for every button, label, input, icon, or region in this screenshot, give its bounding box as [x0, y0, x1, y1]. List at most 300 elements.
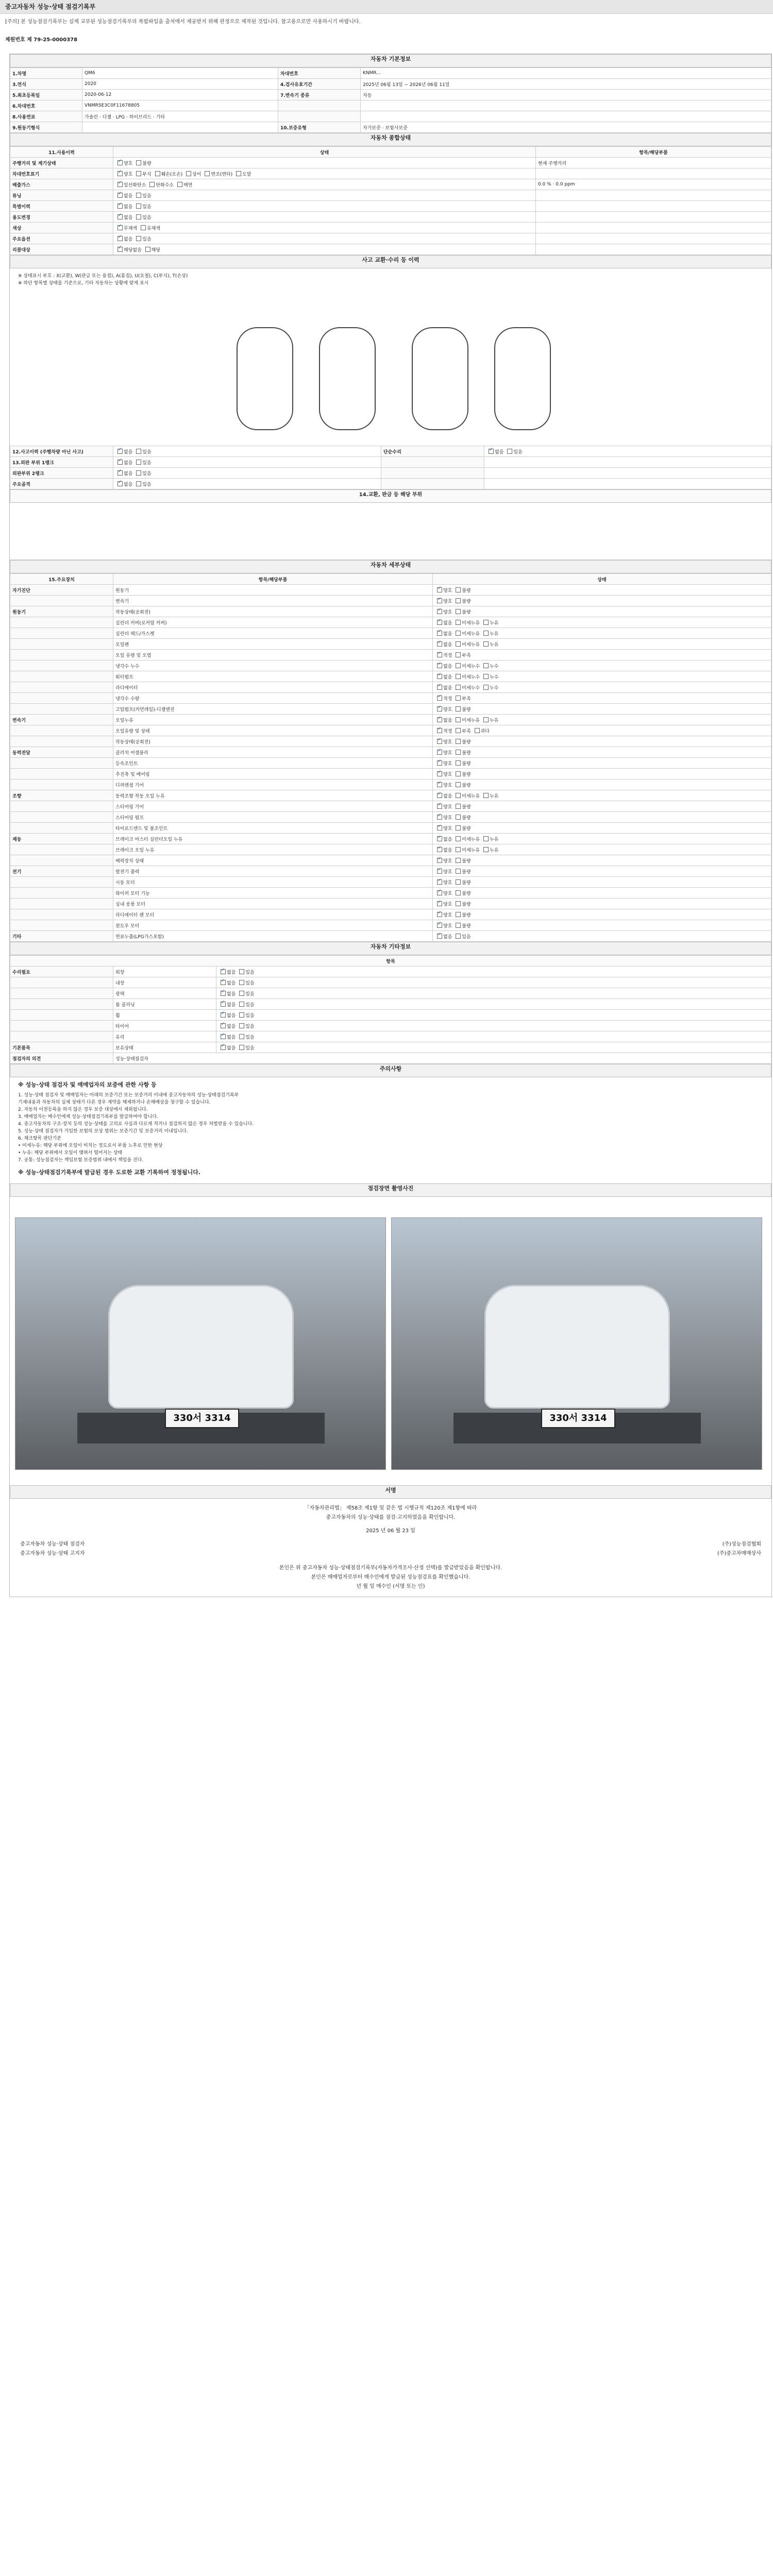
checkbox[interactable]: [221, 1045, 226, 1050]
detail-group: [10, 801, 113, 812]
basic-label-2: 7.변속기 종류: [278, 90, 361, 100]
accident-row: [10, 446, 771, 457]
detail-item: 스티어링 기어: [113, 801, 433, 812]
accident-value-2: [484, 446, 771, 457]
checkbox[interactable]: [475, 728, 480, 733]
detail-group: 제동: [10, 834, 113, 844]
checkbox[interactable]: [437, 631, 442, 636]
checkbox[interactable]: [483, 674, 489, 679]
checkbox[interactable]: [456, 934, 461, 939]
detail-item: 연료누출(LPG가스포함): [113, 931, 433, 942]
basic-row: [10, 122, 771, 133]
detail-state: [433, 909, 771, 920]
checkbox[interactable]: [136, 204, 141, 209]
option-label: 없음: [227, 980, 238, 986]
overall-row: [10, 158, 771, 168]
checkbox[interactable]: [239, 1012, 244, 1018]
checkbox[interactable]: [155, 171, 160, 176]
option-label: 불량: [462, 599, 471, 604]
detail-group: [10, 704, 113, 715]
overall-state: [113, 233, 536, 244]
basic-row: [10, 68, 771, 79]
checkbox[interactable]: [437, 685, 442, 690]
overall-state: [113, 179, 536, 190]
overall-row: [10, 179, 771, 190]
checkbox[interactable]: [456, 771, 461, 776]
basic-value: 가솔린 · 디젤 · LPG · 하이브리드 · 기타: [82, 111, 278, 122]
checkbox[interactable]: [456, 706, 461, 711]
detail-item: 냉각수 누수: [113, 660, 433, 671]
checkbox[interactable]: [456, 825, 461, 831]
checkbox[interactable]: [136, 193, 141, 198]
checkbox[interactable]: [456, 804, 461, 809]
detail-group: [10, 823, 113, 834]
checkbox[interactable]: [177, 182, 182, 187]
option-label: 적정: [443, 728, 454, 734]
checkbox[interactable]: [456, 836, 461, 841]
checkbox[interactable]: [145, 247, 150, 252]
checkbox[interactable]: [437, 739, 442, 744]
checkbox[interactable]: [437, 793, 442, 798]
checkbox[interactable]: [205, 171, 210, 176]
option-label: 없음: [227, 1002, 238, 1008]
overall-state: [113, 201, 536, 212]
detail-group: [10, 758, 113, 769]
checkbox[interactable]: [437, 620, 442, 625]
option-label: 없음: [124, 236, 135, 242]
checkbox[interactable]: [456, 696, 461, 701]
option-label: 양호: [443, 858, 454, 864]
checkbox[interactable]: [437, 912, 442, 917]
etc-row: [10, 977, 771, 988]
car-front-shape: [108, 1285, 294, 1409]
detail-group: [10, 693, 113, 704]
checkbox[interactable]: [239, 969, 244, 974]
option-label: 없음: [124, 471, 135, 477]
accident-value: [113, 457, 381, 468]
option-label: 무채색: [124, 226, 139, 231]
checkbox[interactable]: [117, 236, 123, 241]
caution-line: • 누유: 해당 부위에서 오일이 맺혀서 떨어지는 상태: [18, 1150, 123, 1156]
caution-line: 7. 공통: 성능점검자는 책임보험 보증범위 내에서 책임을 진다.: [18, 1158, 144, 1163]
checkbox[interactable]: [489, 449, 494, 454]
caution-line: • 미세누유: 해당 부위에 오일이 비치는 정도로서 부품 노후로 인한 현상: [18, 1143, 163, 1148]
etc-state: [216, 967, 771, 977]
checkbox[interactable]: [149, 182, 155, 187]
option-label: 누수: [489, 685, 499, 691]
option-label: 있음: [142, 449, 152, 455]
checkbox[interactable]: [483, 620, 489, 625]
option-label: 양호: [443, 761, 454, 767]
detail-state: [433, 704, 771, 715]
checkbox[interactable]: [456, 609, 461, 614]
etc-item: 룸 클리닝: [113, 999, 216, 1010]
car-diagram: [10, 291, 771, 446]
checkbox[interactable]: [507, 449, 512, 454]
checkbox[interactable]: [437, 771, 442, 776]
option-label: 없음: [124, 215, 135, 221]
option-label: 양호: [443, 739, 454, 745]
checkbox[interactable]: [456, 760, 461, 766]
checkbox[interactable]: [437, 696, 442, 701]
etc-row: [10, 967, 771, 977]
detail-item: 클러치 어셈블리: [113, 747, 433, 758]
option-label: 부족: [462, 653, 471, 658]
etc-state: [216, 977, 771, 988]
checkbox[interactable]: [456, 912, 461, 917]
detail-state: [433, 801, 771, 812]
checkbox[interactable]: [117, 247, 123, 252]
checkbox[interactable]: [456, 890, 461, 895]
car-top-view: [319, 327, 376, 430]
detail-item: 오일누유: [113, 715, 433, 725]
detail-item: 윈도우 모터: [113, 920, 433, 931]
receipt-line-2: 본인은 매매업자로부터 매수인에게 발급된 성능점검표를 확인했습니다.: [311, 1574, 470, 1580]
overall-note: [536, 201, 771, 212]
detail-row: [10, 779, 771, 790]
checkbox[interactable]: [136, 449, 141, 454]
option-label: 유채색: [146, 226, 161, 231]
detail-state: [433, 877, 771, 888]
detail-group: 동력전달: [10, 747, 113, 758]
car-left-view: [237, 327, 293, 430]
checkbox[interactable]: [456, 598, 461, 603]
checkbox[interactable]: [437, 728, 442, 733]
caution-line: 기재내용과 자동차의 실제 상태가 다른 경우 계약을 해제하거나 손해배상을 청구할 수 있습니다.: [18, 1100, 211, 1105]
option-label: 미세누유: [462, 793, 481, 799]
checkbox[interactable]: [456, 901, 461, 906]
checkbox[interactable]: [117, 171, 123, 176]
checkbox[interactable]: [483, 641, 489, 647]
basic-row: [10, 90, 771, 100]
checkbox[interactable]: [483, 717, 489, 722]
option-label: 불량: [462, 739, 471, 745]
inspector-org: (주)성능점검협회: [722, 1541, 761, 1547]
detail-state: [433, 628, 771, 639]
option-label: 적정: [443, 696, 454, 702]
option-label: 누유: [489, 848, 499, 853]
buyer-sign: 년 월 일 매수인 (서명 또는 인): [356, 1584, 425, 1589]
detail-row: [10, 834, 771, 844]
etc-row: [10, 1021, 771, 1031]
opinion-label: 점검자의 의견: [10, 1053, 113, 1064]
checkbox[interactable]: [437, 825, 442, 831]
checkbox[interactable]: [437, 760, 442, 766]
option-label: 불량: [462, 772, 471, 777]
option-label: 있음: [245, 1013, 255, 1019]
basic-value: 2020: [82, 79, 278, 90]
detail-item: 라디에이터: [113, 682, 433, 693]
basic-label-2: 차대번호: [278, 68, 361, 79]
detail-table: [10, 573, 771, 942]
option-label: 없음: [227, 1045, 238, 1051]
option-label: 있음: [245, 991, 255, 997]
car-rear-shape: [484, 1285, 670, 1409]
option-label: 변조(변타): [211, 172, 234, 177]
detail-item: 브레이크 오일 누유: [113, 844, 433, 855]
checkbox[interactable]: [437, 923, 442, 928]
basic-row: [10, 100, 771, 111]
checkbox[interactable]: [437, 815, 442, 820]
detail-state: [433, 823, 771, 834]
checkbox[interactable]: [456, 869, 461, 874]
section-signature: 서명: [10, 1485, 771, 1499]
option-label: 누유: [489, 620, 499, 626]
option-label: 있음: [142, 471, 152, 477]
checkbox[interactable]: [236, 171, 241, 176]
checkbox[interactable]: [437, 858, 442, 863]
checkbox[interactable]: [437, 587, 442, 592]
checkbox[interactable]: [221, 1034, 226, 1039]
option-label: 없음: [124, 460, 135, 466]
checkbox[interactable]: [437, 750, 442, 755]
checkbox[interactable]: [437, 706, 442, 711]
checkbox[interactable]: [456, 750, 461, 755]
checkbox[interactable]: [437, 836, 442, 841]
checkbox[interactable]: [136, 481, 141, 486]
checkbox[interactable]: [437, 598, 442, 603]
detail-item: 등속조인트: [113, 758, 433, 769]
option-label: 불량: [462, 750, 471, 756]
checkbox[interactable]: [221, 1012, 226, 1018]
checkbox[interactable]: [239, 1023, 244, 1028]
checkbox[interactable]: [117, 470, 123, 476]
checkbox[interactable]: [456, 793, 461, 798]
license-plate-rear: 330서 3314: [541, 1409, 615, 1428]
section-photos: 점검장면 촬영사진: [10, 1183, 771, 1197]
etc-item: 광택: [113, 988, 216, 999]
detail-group: [10, 650, 113, 660]
basic-label-2: 10.보증유형: [278, 122, 361, 133]
checkbox[interactable]: [437, 804, 442, 809]
checkbox[interactable]: [186, 171, 191, 176]
checkbox[interactable]: [221, 1002, 226, 1007]
basic-table: [10, 67, 771, 133]
detail-state: [433, 671, 771, 682]
checkbox[interactable]: [136, 160, 141, 165]
checkbox[interactable]: [117, 204, 123, 209]
overall-row: [10, 201, 771, 212]
option-label: 양호: [443, 707, 454, 713]
detail-item: 와이퍼 모터 기능: [113, 888, 433, 899]
option-label: 없음: [443, 620, 454, 626]
legend-subtext: ※ 하단 항목별 상태를 기준으로, 기타 자동차는 상황에 맞게 표시: [18, 281, 149, 286]
option-label: 불량: [462, 707, 471, 713]
checkbox[interactable]: [117, 214, 123, 219]
checkbox[interactable]: [437, 847, 442, 852]
etc-row: [10, 1031, 771, 1042]
checkbox[interactable]: [117, 193, 123, 198]
option-label: 누유: [489, 837, 499, 842]
etc-group: 수리필요: [10, 967, 113, 977]
checkbox[interactable]: [483, 793, 489, 798]
detail-row: [10, 682, 771, 693]
checkbox[interactable]: [239, 1045, 244, 1050]
checkbox[interactable]: [437, 869, 442, 874]
detail-item: 발전기 출력: [113, 866, 433, 877]
detail-row: [10, 725, 771, 736]
checkbox[interactable]: [239, 980, 244, 985]
detail-state: [433, 855, 771, 866]
checkbox[interactable]: [456, 652, 461, 657]
option-label: 양호: [443, 902, 454, 907]
checkbox[interactable]: [136, 460, 141, 465]
detail-row: [10, 812, 771, 823]
etc-item: 유리: [113, 1031, 216, 1042]
overall-state: [113, 212, 536, 223]
accident-value: [113, 468, 381, 479]
detail-group: 변속기: [10, 715, 113, 725]
checkbox[interactable]: [456, 782, 461, 787]
checkbox[interactable]: [437, 609, 442, 614]
basic-label-2: [278, 111, 361, 122]
checkbox[interactable]: [483, 631, 489, 636]
checkbox[interactable]: [456, 879, 461, 885]
etc-group: [10, 1021, 113, 1031]
option-label: 없음: [443, 837, 454, 842]
checkbox[interactable]: [239, 991, 244, 996]
etc-group: [10, 999, 113, 1010]
checkbox[interactable]: [437, 663, 442, 668]
option-label: 누유: [489, 793, 499, 799]
overall-head-cell: 상태: [113, 147, 536, 158]
option-label: 불량: [462, 826, 471, 832]
detail-head-cell: 상태: [433, 574, 771, 585]
checkbox[interactable]: [117, 460, 123, 465]
checkbox[interactable]: [456, 717, 461, 722]
doc-number: 제원번호 제 79-25-0000378: [5, 37, 78, 43]
checkbox[interactable]: [239, 1034, 244, 1039]
checkbox[interactable]: [437, 901, 442, 906]
checkbox[interactable]: [456, 815, 461, 820]
checkbox[interactable]: [456, 620, 461, 625]
checkbox[interactable]: [456, 923, 461, 928]
checkbox[interactable]: [437, 782, 442, 787]
overall-row: [10, 244, 771, 255]
detail-state: [433, 812, 771, 823]
option-label: 있음: [245, 1024, 255, 1029]
checkbox[interactable]: [456, 663, 461, 668]
checkbox[interactable]: [117, 160, 123, 165]
checkbox[interactable]: [437, 717, 442, 722]
overall-row: [10, 223, 771, 233]
detail-state: [433, 606, 771, 617]
detail-group: [10, 909, 113, 920]
option-label: 불량: [462, 902, 471, 907]
option-label: 없음: [443, 642, 454, 648]
option-label: 해당없음: [124, 247, 143, 253]
checkbox[interactable]: [456, 739, 461, 744]
basic-row: [10, 111, 771, 122]
detail-row: [10, 606, 771, 617]
option-label: 양호: [443, 912, 454, 918]
checkbox[interactable]: [483, 847, 489, 852]
basic-value-2: 2025년 06월 13일 ~ 2026년 06월 11일: [361, 79, 771, 90]
checkbox[interactable]: [221, 969, 226, 974]
checkbox[interactable]: [136, 171, 141, 176]
checkbox[interactable]: [141, 225, 146, 230]
detail-row: [10, 747, 771, 758]
checkbox[interactable]: [437, 890, 442, 895]
checkbox[interactable]: [221, 991, 226, 996]
option-label: 부족: [462, 696, 471, 702]
rear-photo: [391, 1217, 762, 1470]
option-label: 불량: [462, 858, 471, 864]
checkbox[interactable]: [239, 1002, 244, 1007]
checkbox[interactable]: [456, 641, 461, 647]
checkbox[interactable]: [221, 980, 226, 985]
detail-state: [433, 693, 771, 704]
option-label: 양호: [443, 826, 454, 832]
detail-state: [433, 758, 771, 769]
checkbox[interactable]: [437, 879, 442, 885]
checkbox[interactable]: [117, 225, 123, 230]
option-label: 불량: [462, 815, 471, 821]
option-label: 누유: [489, 631, 499, 637]
option-label: 탄화수소: [156, 182, 175, 188]
option-label: 누유: [489, 642, 499, 648]
checkbox[interactable]: [456, 847, 461, 852]
overall-note: [536, 244, 771, 255]
checkbox[interactable]: [456, 728, 461, 733]
sign-date: 2025 년 06 월 23 일: [366, 1528, 415, 1534]
etc-group: 기본품목: [10, 1042, 113, 1053]
option-label: 미세누유: [462, 837, 481, 842]
checkbox[interactable]: [437, 641, 442, 647]
checkbox[interactable]: [136, 214, 141, 219]
dealer-org: (주)중고차매매상사: [717, 1551, 761, 1556]
detail-row: [10, 650, 771, 660]
accident-row: [10, 468, 771, 479]
checkbox[interactable]: [456, 631, 461, 636]
section-basic: 자동차 기본정보: [10, 54, 771, 67]
photos-area: [10, 1197, 771, 1485]
checkbox[interactable]: [456, 674, 461, 679]
checkbox[interactable]: [456, 685, 461, 690]
etc-item: 보유상태: [113, 1042, 216, 1053]
option-label: 양호: [443, 772, 454, 777]
checkbox[interactable]: [483, 685, 489, 690]
checkbox[interactable]: [117, 182, 123, 187]
overall-row: [10, 233, 771, 244]
option-label: 미세누유: [462, 718, 481, 723]
option-label: 양호: [124, 172, 135, 177]
detail-group: [10, 628, 113, 639]
detail-state: [433, 617, 771, 628]
checkbox[interactable]: [117, 449, 123, 454]
checkbox[interactable]: [483, 663, 489, 668]
checkbox[interactable]: [437, 674, 442, 679]
accident-value: [113, 446, 381, 457]
checkbox[interactable]: [437, 652, 442, 657]
detail-state: [433, 747, 771, 758]
legend-text: ※ 상태표시 부호 : X(교환), W(판금 또는 용접), A(흠집), U(요철), C(부식), T(손상): [18, 274, 188, 279]
checkbox[interactable]: [456, 587, 461, 592]
option-label: 양호: [443, 609, 454, 615]
etc-row: [10, 988, 771, 999]
checkbox[interactable]: [136, 470, 141, 476]
checkbox[interactable]: [117, 481, 123, 486]
etc-state: [216, 1031, 771, 1042]
receipt-line: 본인은 위 중고자동차 성능·상태점검기록부(자동차가격조사·산정 선택)를 발급받았음을 확인합니다.: [279, 1565, 502, 1571]
checkbox[interactable]: [221, 1023, 226, 1028]
checkbox[interactable]: [136, 236, 141, 241]
checkbox[interactable]: [437, 934, 442, 939]
checkbox[interactable]: [456, 858, 461, 863]
overall-state: [113, 190, 536, 201]
sign-line-2: 중고자동차의 성능·상태를 점검·고지하였음을 확인합니다.: [326, 1515, 456, 1520]
checkbox[interactable]: [483, 836, 489, 841]
